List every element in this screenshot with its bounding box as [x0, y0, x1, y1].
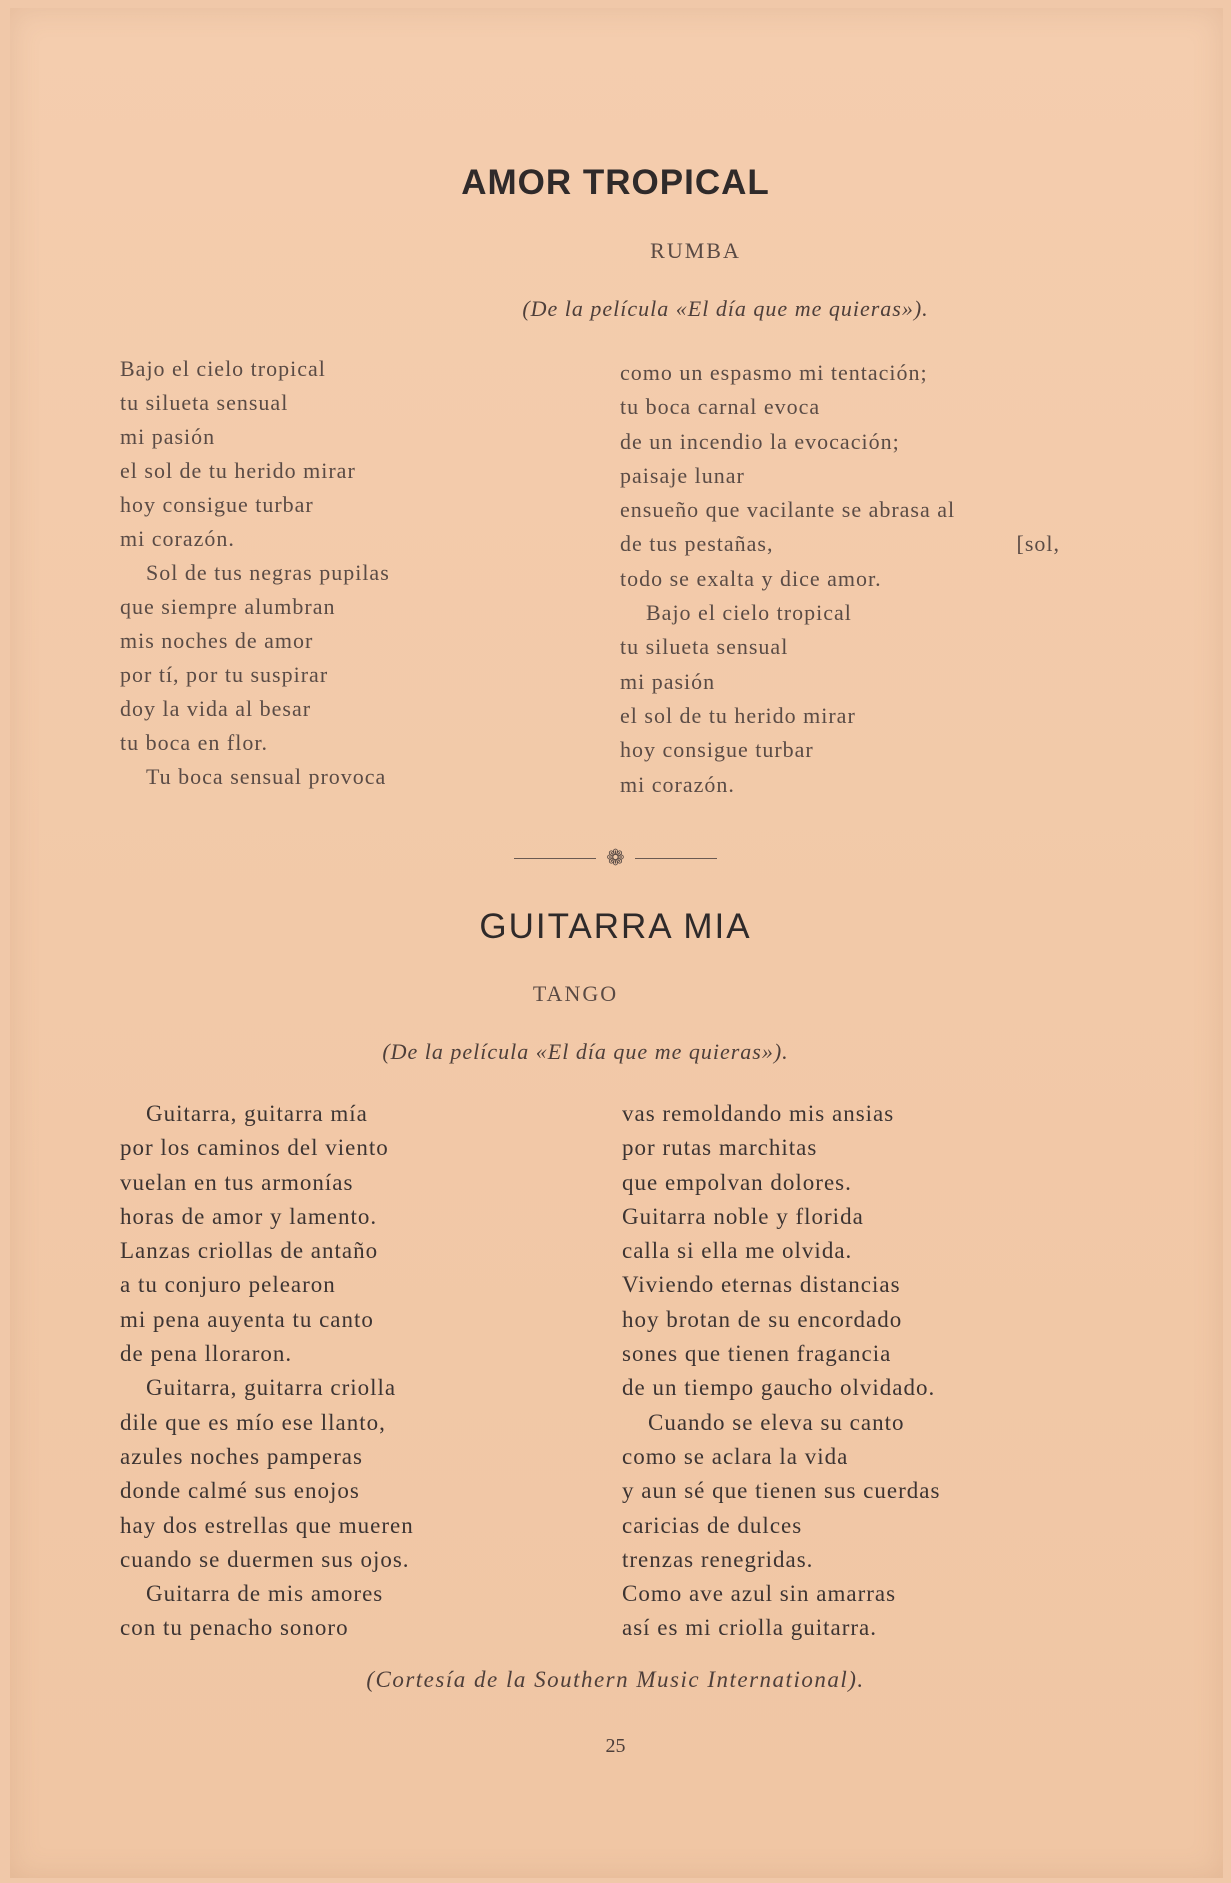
- verse-line: así es mi criolla guitarra.: [622, 1615, 878, 1641]
- verse-line: hoy consigue turbar: [620, 737, 814, 763]
- verse-line: tu silueta sensual: [620, 634, 789, 660]
- verse-line: Cuando se eleva su canto: [648, 1409, 905, 1435]
- verse-line: mi pasión: [120, 424, 216, 449]
- verse-line: tu boca carnal evoca: [620, 394, 821, 420]
- verse-line: mi pasión: [620, 668, 716, 694]
- section-divider: [0, 846, 1231, 870]
- verse-line: caricias de dulces: [622, 1512, 803, 1538]
- song2-genre: TANGO: [532, 981, 619, 1006]
- verse-line: por tí, por tu suspirar: [120, 662, 329, 687]
- verse-line: y aun sé que tienen sus cuerdas: [622, 1478, 941, 1504]
- verse-line: paisaje lunar: [620, 462, 745, 488]
- verse-line: Bajo el cielo tropical: [120, 356, 326, 381]
- overflow-word: [sol,: [1016, 531, 1060, 557]
- verse-line: mi corazón.: [620, 771, 735, 797]
- verse-line: Tu boca sensual provoca: [146, 764, 387, 789]
- divider-rule-left: [514, 858, 596, 859]
- verse-line: el sol de tu herido mirar: [620, 702, 856, 728]
- verse-line: hoy brotan de su encordado: [622, 1306, 903, 1332]
- verse-line: de pena lloraron.: [120, 1341, 293, 1367]
- verse-line: Guitarra, guitarra criolla: [146, 1375, 397, 1401]
- song1-title: AMOR TROPICAL: [461, 163, 770, 202]
- divider-rule-right: [635, 858, 717, 859]
- page-number: 25: [605, 1735, 626, 1757]
- verse-line: mis noches de amor: [120, 628, 314, 653]
- verse-line: vas remoldando mis ansias: [622, 1101, 895, 1126]
- song1-right-column: [620, 356, 1060, 802]
- verse-line: Viviendo eternas distancias: [622, 1272, 901, 1298]
- verse-line: horas de amor y lamento.: [120, 1203, 378, 1229]
- flower-ornament-icon: ❁: [606, 845, 625, 870]
- verse-line: por rutas marchitas: [622, 1135, 818, 1161]
- verse-line: hay dos estrellas que mueren: [120, 1512, 414, 1538]
- verse-line: Lanzas criollas de antaño: [120, 1238, 379, 1264]
- verse-line: Guitarra de mis amores: [146, 1581, 384, 1607]
- verse-line: tu boca en flor.: [120, 730, 268, 755]
- verse-line: por los caminos del viento: [120, 1135, 389, 1161]
- verse-line: como un espasmo mi tentación;: [620, 360, 928, 385]
- verse-line: tu silueta sensual: [120, 390, 289, 415]
- verse-line-text: de tus pestañas,: [620, 531, 774, 557]
- verse-line: doy la vida al besar: [120, 696, 312, 721]
- verse-line: Como ave azul sin amarras: [622, 1581, 897, 1607]
- verse-line: donde calmé sus enojos: [120, 1478, 360, 1504]
- verse-line: de un tiempo gaucho olvidado.: [622, 1375, 936, 1401]
- verse-line: que empolvan dolores.: [622, 1169, 852, 1195]
- verse-line: Guitarra noble y florida: [622, 1203, 864, 1229]
- song2-right-column: [622, 1097, 1062, 1646]
- verse-line: Guitarra, guitarra mía: [146, 1101, 368, 1126]
- verse-line: a tu conjuro pelearon: [120, 1272, 336, 1298]
- verse-line: de un incendio la evocación;: [620, 428, 900, 454]
- verse-line: Sol de tus negras pupilas: [146, 560, 390, 585]
- song1-left-column: [120, 352, 480, 794]
- verse-line: hoy consigue turbar: [120, 492, 314, 517]
- verse-line: [620, 527, 1060, 561]
- song2-left-column: [120, 1097, 540, 1646]
- verse-line: vuelan en tus armonías: [120, 1169, 354, 1195]
- verse-line: trenzas renegridas.: [622, 1546, 814, 1572]
- credit-line: (Cortesía de la Southern Music International).: [366, 1667, 865, 1692]
- song2-title: GUITARRA MIA: [479, 907, 752, 946]
- verse-line: ensueño que vacilante se abrasa al: [620, 497, 956, 523]
- song1-genre: RUMBA: [650, 238, 741, 263]
- verse-line: con tu penacho sonoro: [120, 1615, 349, 1641]
- song1-source: (De la película «El día que me quieras»).: [522, 296, 929, 321]
- verse-line: dile que es mío ese llanto,: [120, 1409, 386, 1435]
- verse-line: mi pena auyenta tu canto: [120, 1306, 374, 1332]
- song2-source: (De la película «El día que me quieras»).: [382, 1039, 789, 1064]
- verse-line: como se aclara la vida: [622, 1443, 849, 1469]
- verse-line: el sol de tu herido mirar: [120, 458, 356, 483]
- verse-line: cuando se duermen sus ojos.: [120, 1546, 410, 1572]
- verse-line: que siempre alumbran: [120, 594, 336, 619]
- verse-line: sones que tienen fragancia: [622, 1341, 892, 1367]
- verse-line: azules noches pamperas: [120, 1443, 363, 1469]
- verse-line: todo se exalta y dice amor.: [620, 565, 882, 591]
- verse-line: mi corazón.: [120, 526, 235, 551]
- verse-line: Bajo el cielo tropical: [646, 600, 852, 626]
- verse-line: calla si ella me olvida.: [622, 1238, 853, 1264]
